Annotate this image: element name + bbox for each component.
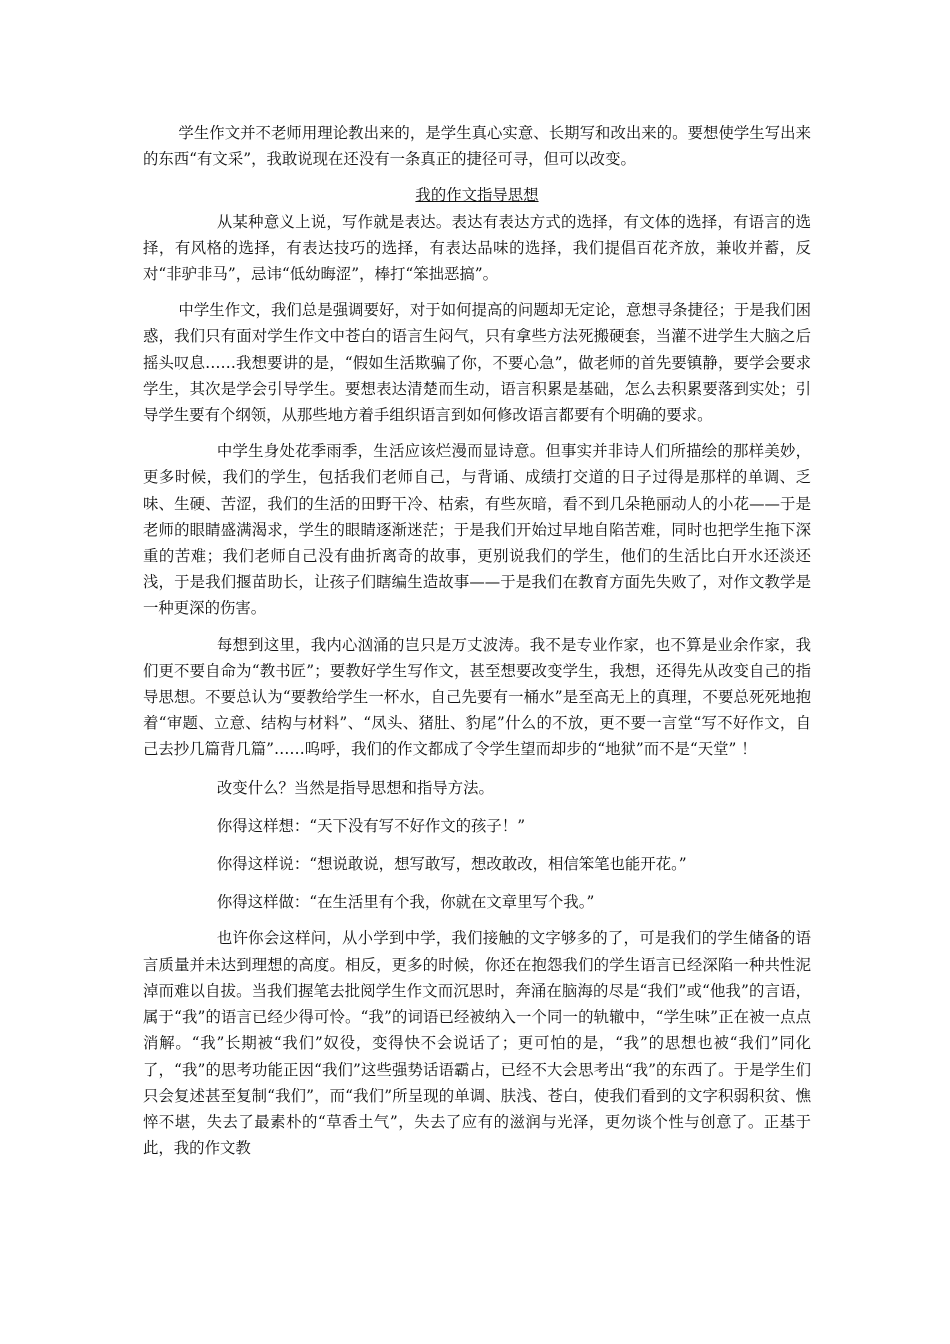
paragraph-writing-problem: 中学生作文，我们总是强调要好，对于如何提高的问题却无定论，意想寻条捷径；于是我们困惑，我们只有面对学生作文中苍白的语言生闷气，只有拿些方法死搬硬套，当灌不进学生大脑之后摇头叹息……我想要讲的是，“假如生活欺骗了你，不要心急”，做老师的首先要镇静，要学会要求学生，其次是学会引导学生。要想表达清楚而生动，语言积累是基础，怎么去积累要落到实处；引导学生要有个纲领，从那些地方着手组织语言到如何修改语言都要有个明确的要求。: [143, 301, 811, 425]
line-think: 你得这样想：“天下没有写不好作文的孩子！”: [216, 816, 526, 835]
intro-paragraph: 学生作文并不老师用理论教出来的，是学生真心实意、长期写和改出来的。要想使学生写出来的东西“有文采”，我敢说现在还没有一条真正的捷径可寻，但可以改变。: [143, 124, 811, 169]
document-page: [143, 120, 811, 1161]
paragraph-change-thinking: 每想到这里，我内心汹涌的岂只是万丈波涛。我不是专业作家，也不算是业余作家，我们更不要自命为“教书匠”；要教好学生写作文，甚至想要改变学生，我想，还得先从改变自己的指导思想。不要总认为“要教给学生一杯水，自己先要有一桶水”是至高无上的真理，不要总死死地抱着“审题、立意、结构与材料”、“凤头、猪肚、豹尾”什么的不放，更不要一言堂“写不好作文，自己去抄几篇背几篇”……呜呼，我们的作文都成了令学生望而却步的“地狱”而不是“天堂” ！: [143, 635, 811, 759]
document-title: 我的作文指导思想: [415, 186, 539, 205]
line-do: 你得这样做：“在生活里有个我，你就在文章里写个我。”: [216, 893, 595, 912]
line-say: 你得这样说：“想说敢说，想写敢写，想改敢改，相信笨笔也能开花。”: [216, 855, 687, 874]
paragraph-student-life: 中学生身处花季雨季，生活应该烂漫而显诗意。但事实并非诗人们所描绘的那样美妙，更多时候，我们的学生，包括我们老师自己，与背诵、成绩打交道的日子过得是那样的单调、乏味、生硬、苦涩，我们的生活的田野干冷、枯索，有些灰暗，看不到几朵艳丽动人的小花——于是老师的眼睛盛满渴求，学生的眼睛逐渐迷茫；于是我们开始过早地自陷苦难，同时也把学生拖下深重的苦难；我们老师自己没有曲折离奇的故事，更别说我们的学生，他们的生活比白开水还淡还浅，于是我们揠苗助长，让孩子们瞎编生造故事——于是我们在教育方面先失败了，对作文教学是一种更深的伤害。: [143, 442, 811, 618]
paragraph-language-reserve: 也许你会这样问，从小学到中学，我们接触的文字够多的了，可是我们的学生储备的语言质量并未达到理想的高度。相反，更多的时候，你还在抱怨我们的学生语言已经深陷一种共性泥淖而难以自拔。当我们握笔去批阅学生作文而沉思时，奔涌在脑海的尽是“我们”或“他我”的言语，属于“我”的语言已经少得可怜。“我”的词语已经被纳入一个同一的轨辙中，“学生味”正在被一点点消解。“我”长期被“我们”奴役，变得快不会说话了；更可怕的是，“我”的思想也被“我们”同化了，“我”的思考功能正因“我们”这些强势话语霸占，已经不大会思考出“我”的东西了。于是学生们只会复述甚至复制“我们”，而“我们”所呈现的单调、肤浅、苍白，使我们看到的文字积弱积贫、憔悴不堪，失去了最素朴的“草香土气”，失去了应有的滋润与光泽，更勿谈个性与创意了。正基于此，我的作文教: [143, 929, 811, 1158]
line-what-to-change: 改变什么？当然是指导思想和指导方法。: [216, 778, 494, 797]
paragraph-expression: 从某种意义上说，写作就是表达。表达有表达方式的选择，有文体的选择，有语言的选择，有风格的选择，有表达技巧的选择，有表达品味的选择，我们提倡百花齐放，兼收并蓄，反对“非驴非马”，忌讳“低幼晦涩”，棒打“笨拙恶搞”。: [143, 212, 811, 284]
